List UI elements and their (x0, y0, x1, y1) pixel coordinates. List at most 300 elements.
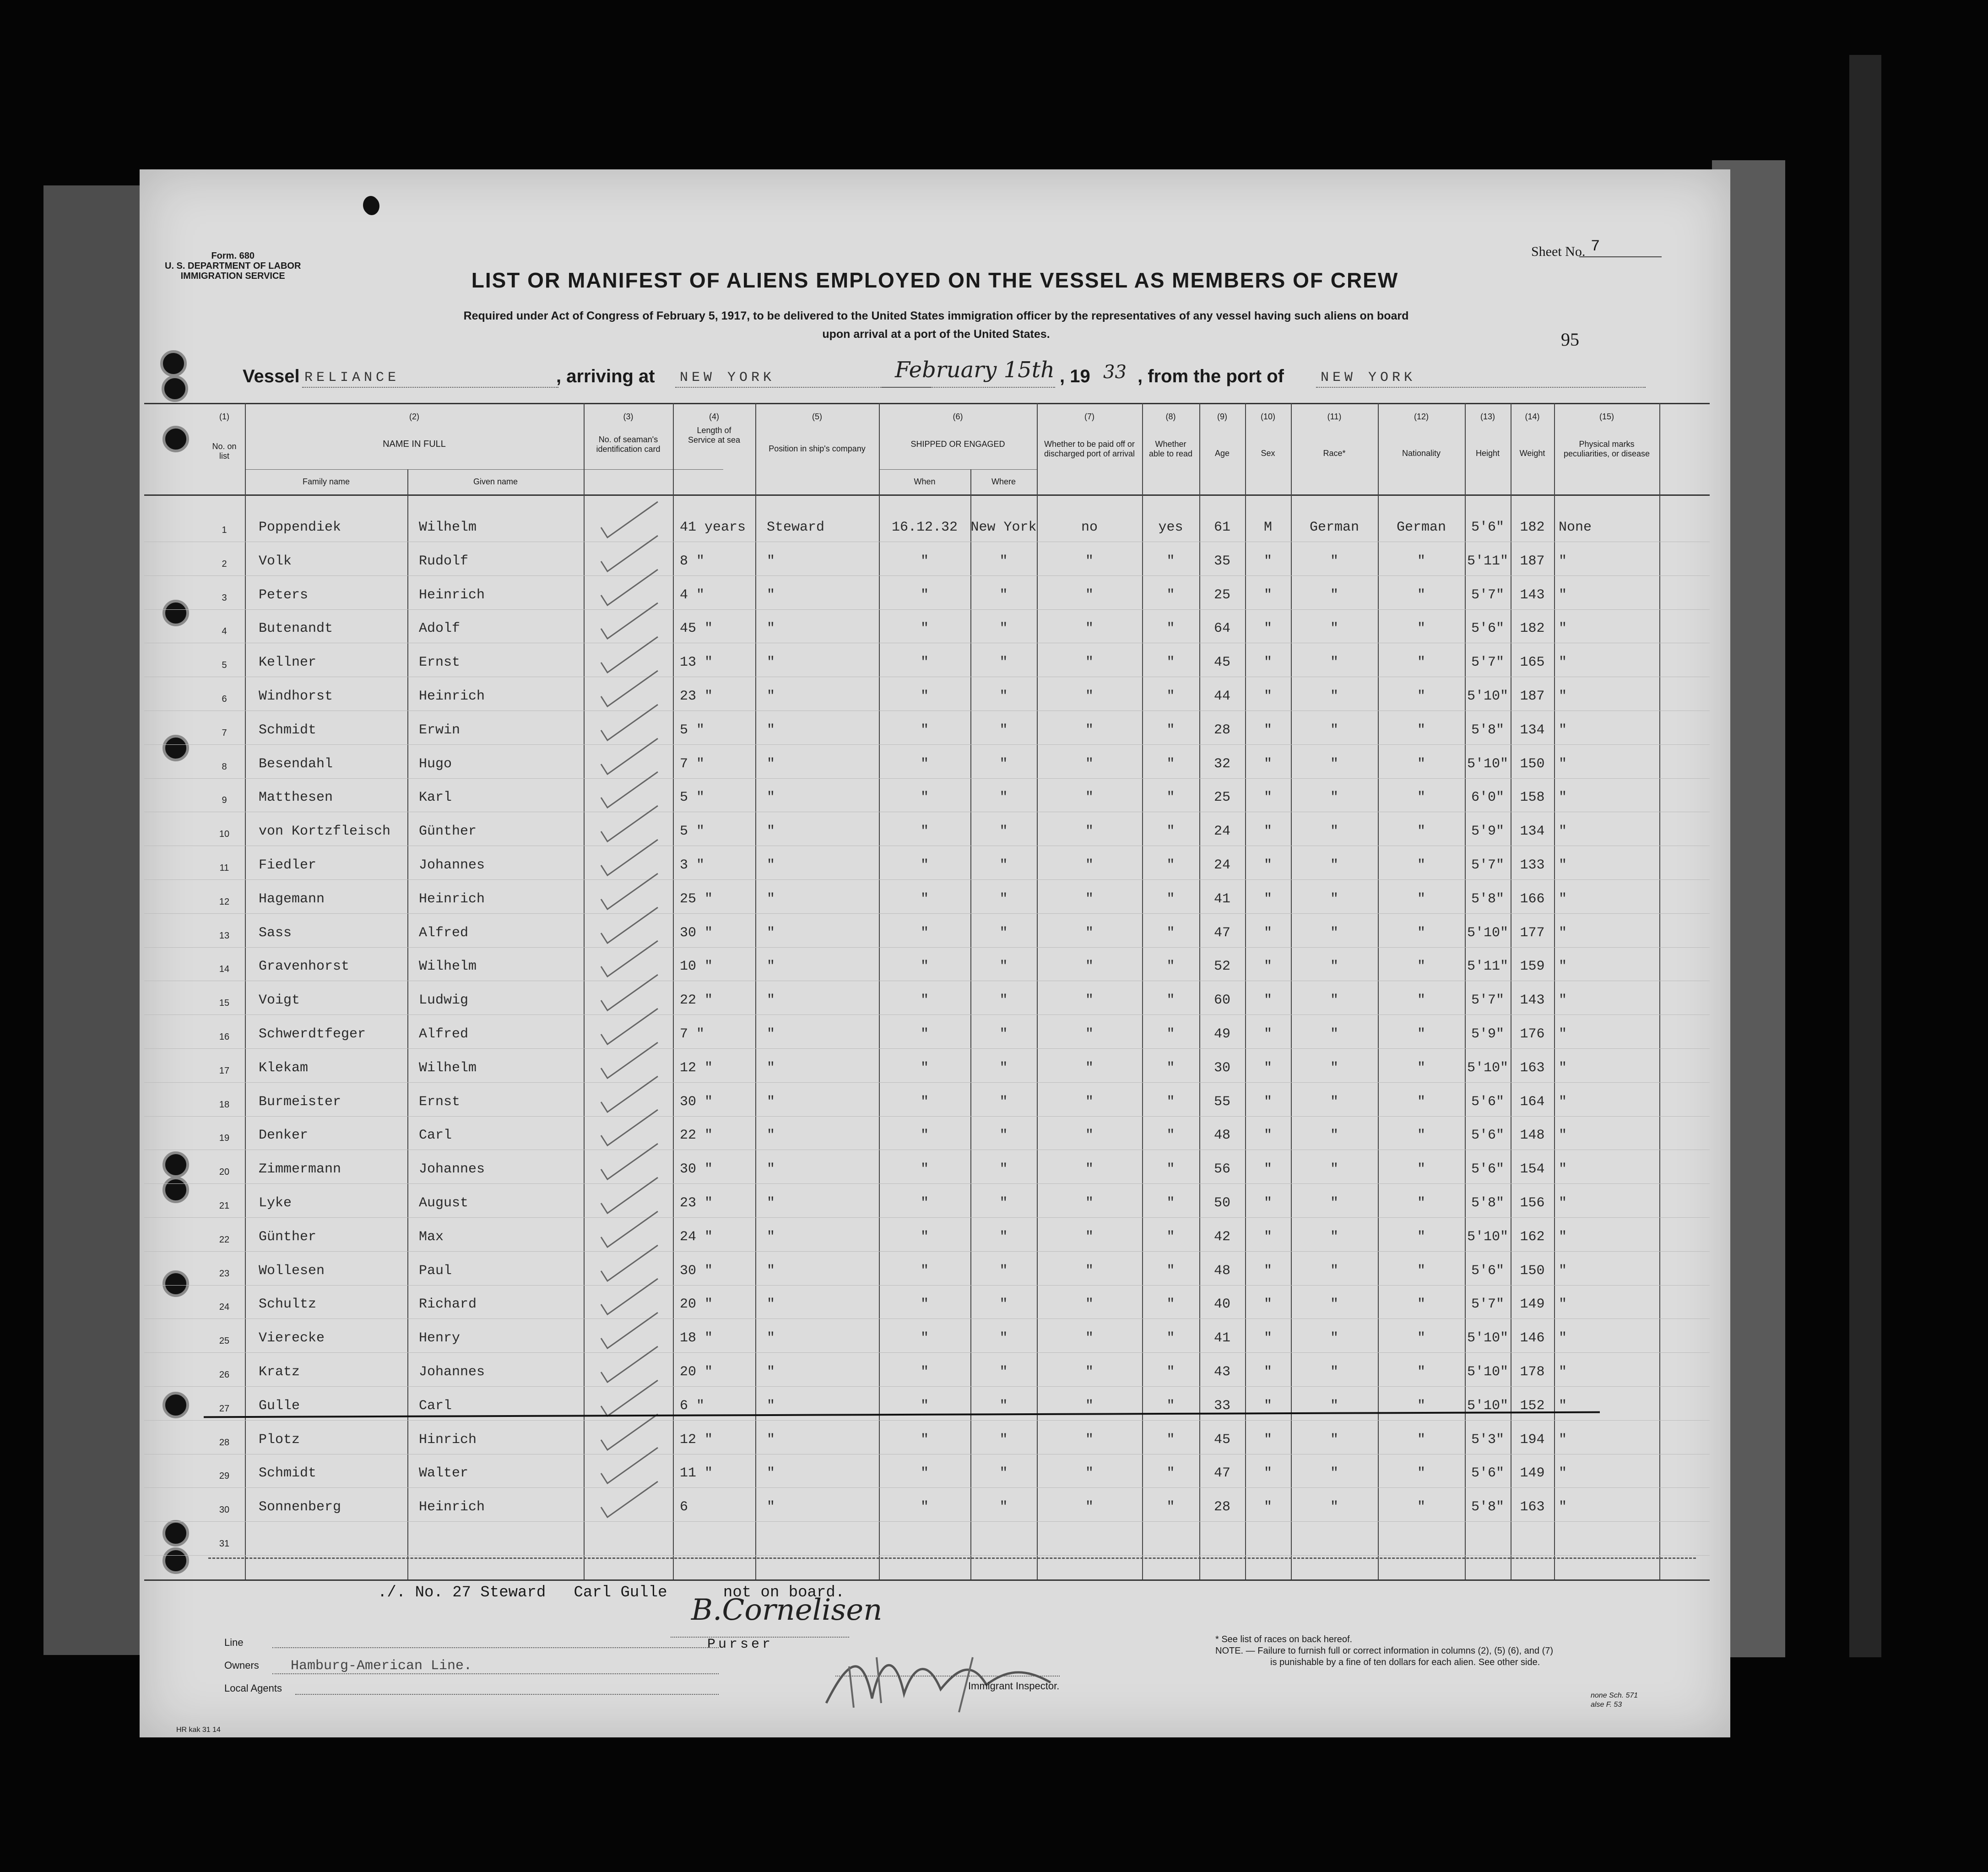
family-name: Schwerdtfeger (259, 1026, 366, 1042)
physical-marks: " (1559, 1128, 1567, 1143)
height: 5'11" (1467, 553, 1508, 569)
shipped-when: " (920, 857, 929, 873)
shipped-where: " (999, 891, 1008, 907)
nationality: " (1417, 689, 1425, 704)
row-number: 18 (219, 1100, 230, 1110)
length-of-service: 23 " (680, 689, 713, 704)
height: 5'7" (1471, 1297, 1504, 1312)
weight: 162 (1520, 1229, 1545, 1245)
binder-hole (162, 375, 188, 402)
nationality: " (1417, 587, 1425, 603)
weight: 187 (1520, 553, 1545, 569)
age: 24 (1213, 824, 1230, 839)
height: 5'8" (1471, 891, 1504, 907)
sex: " (1263, 756, 1272, 772)
height: 5'10" (1467, 1364, 1508, 1380)
shipped-where: " (999, 1398, 1008, 1414)
given-name: Ernst (419, 1094, 460, 1110)
row-number: 11 (219, 863, 229, 873)
physical-marks: " (1559, 1330, 1567, 1346)
nationality: " (1417, 1060, 1425, 1076)
sex: " (1263, 1398, 1272, 1414)
given-name: Johannes (419, 1161, 485, 1177)
purser-label: Purser (707, 1637, 774, 1652)
local-agents-field (295, 1694, 719, 1695)
weight: 143 (1520, 993, 1545, 1008)
weight: 134 (1520, 722, 1545, 738)
height: 5'10" (1467, 1330, 1508, 1346)
crew-row (140, 587, 1730, 620)
row-number: 17 (219, 1066, 230, 1076)
crew-row (140, 857, 1730, 890)
sex: " (1263, 587, 1272, 603)
height: 5'7" (1471, 587, 1504, 603)
weight: 133 (1520, 857, 1545, 873)
paid-off: " (1085, 655, 1094, 670)
given-name: August (419, 1195, 469, 1211)
sex: " (1263, 689, 1272, 704)
nationality: " (1417, 1161, 1425, 1177)
shipped-when: " (920, 722, 929, 738)
department: U. S. DEPARTMENT OF LABOR (165, 261, 301, 271)
sex: " (1263, 722, 1272, 738)
sex: " (1263, 925, 1272, 941)
weight: 149 (1520, 1465, 1545, 1481)
fine-note: NOTE. — Failure to furnish full or correct information in columns (2), (5) (6), and (7) (1215, 1646, 1554, 1656)
race: " (1330, 1297, 1338, 1312)
paid-off: " (1085, 621, 1094, 636)
shipped-when: " (920, 1297, 929, 1312)
col-family-name: Family name (302, 477, 350, 486)
col-race: Race* (1323, 449, 1346, 458)
given-name: Alfred (419, 1026, 469, 1042)
row-number: 7 (222, 728, 227, 738)
row-number: 29 (219, 1471, 230, 1481)
length-of-service: 12 " (680, 1432, 713, 1448)
shipped-when: " (920, 689, 929, 704)
row-number: 25 (219, 1336, 230, 1346)
sex: " (1263, 790, 1272, 805)
age: 42 (1213, 1229, 1230, 1245)
family-name: Günther (259, 1229, 317, 1245)
shipped-where: " (999, 1465, 1008, 1481)
age: 48 (1213, 1128, 1230, 1143)
family-name: Butenandt (259, 621, 333, 636)
row-number: 20 (219, 1167, 230, 1177)
shipped-where: " (999, 959, 1008, 974)
age: 45 (1213, 1432, 1230, 1448)
weight: 182 (1520, 520, 1545, 535)
age: 32 (1213, 756, 1230, 772)
paid-off: " (1085, 857, 1094, 873)
given-name: Johannes (419, 857, 485, 873)
age: 40 (1213, 1297, 1230, 1312)
race: " (1330, 1398, 1338, 1414)
row-number: 22 (219, 1235, 230, 1245)
family-name: Matthesen (259, 790, 333, 805)
shipped-where: " (999, 993, 1008, 1008)
given-name: Adolf (419, 621, 460, 636)
shipped-where: " (999, 1229, 1008, 1245)
physical-marks: " (1559, 790, 1567, 805)
race: " (1330, 1263, 1338, 1279)
weight: 182 (1520, 621, 1545, 636)
physical-marks: " (1559, 1297, 1567, 1312)
shipped-when: " (920, 1263, 929, 1279)
paid-off: " (1085, 1364, 1094, 1380)
family-name: Vierecke (259, 1330, 325, 1346)
sex: " (1263, 655, 1272, 670)
age: 55 (1213, 1094, 1230, 1110)
given-name: Carl (419, 1128, 452, 1143)
weight: 164 (1520, 1094, 1545, 1110)
paid-off: " (1085, 1398, 1094, 1414)
shipped-when: " (920, 756, 929, 772)
col1-number: (1) (219, 412, 229, 421)
shipped-when: " (920, 824, 929, 839)
height: 5'6" (1471, 1161, 1504, 1177)
sex: " (1263, 891, 1272, 907)
row-number: 19 (219, 1133, 230, 1143)
sex: " (1263, 1465, 1272, 1481)
weight: 187 (1520, 689, 1545, 704)
physical-marks: " (1559, 1060, 1567, 1076)
crew-row (140, 1432, 1730, 1465)
given-name: Paul (419, 1263, 452, 1279)
sex: " (1263, 1094, 1272, 1110)
vessel-name-line (302, 387, 558, 388)
year-prefix: , 19 (1060, 366, 1090, 386)
able-to-read: " (1166, 1364, 1175, 1380)
position: " (767, 857, 775, 873)
position: " (767, 790, 775, 805)
name-subheader-rule (245, 469, 723, 470)
row-number: 2 (222, 559, 227, 569)
nationality: " (1417, 1128, 1425, 1143)
shipped-where: " (999, 1195, 1008, 1211)
shipped-when: " (920, 587, 929, 603)
length-of-service: 30 " (680, 1094, 713, 1110)
position: " (767, 553, 775, 569)
col-shipped-or-engaged: SHIPPED OR ENGAGED (910, 440, 1005, 449)
able-to-read: " (1166, 1465, 1175, 1481)
family-name: Burmeister (259, 1094, 341, 1110)
length-of-service: 5 " (680, 722, 705, 738)
nationality: " (1417, 925, 1425, 941)
age: 60 (1213, 993, 1230, 1008)
sheet-number: 7 (1591, 238, 1600, 255)
race: " (1330, 1330, 1338, 1346)
family-name: Besendahl (259, 756, 333, 772)
shipped-where: " (999, 824, 1008, 839)
shipped-where: " (999, 1432, 1008, 1448)
race: " (1330, 1465, 1338, 1481)
shipped-where: " (999, 1161, 1008, 1177)
crew-row (140, 790, 1730, 823)
row-number: 31 (219, 1539, 230, 1549)
family-name: Plotz (259, 1432, 300, 1448)
crew-row (140, 1263, 1730, 1296)
physical-marks: " (1559, 1364, 1567, 1380)
age: 52 (1213, 959, 1230, 974)
race: " (1330, 824, 1338, 839)
given-name: Carl (419, 1398, 452, 1414)
family-name: Denker (259, 1128, 309, 1143)
position: " (767, 1128, 775, 1143)
id-card-check-mark (597, 1479, 661, 1520)
race: " (1330, 756, 1338, 772)
shipped-where: " (999, 722, 1008, 738)
race: " (1330, 553, 1338, 569)
length-of-service: 41 years (680, 520, 746, 535)
given-name: Wilhelm (419, 520, 477, 535)
weight: 159 (1520, 959, 1545, 974)
able-to-read: " (1166, 1195, 1175, 1211)
nationality: " (1417, 1263, 1425, 1279)
col-nationality: Nationality (1402, 449, 1441, 458)
weight: 143 (1520, 587, 1545, 603)
crew-row (140, 689, 1730, 722)
height: 5'10" (1467, 925, 1508, 941)
physical-marks: " (1559, 1229, 1567, 1245)
given-name: Wilhelm (419, 1060, 477, 1076)
length-of-service: 7 " (680, 756, 705, 772)
height: 5'9" (1471, 1026, 1504, 1042)
height: 5'10" (1467, 1229, 1508, 1245)
nationality: " (1417, 1432, 1425, 1448)
inspector-signature-scribble (822, 1639, 1060, 1717)
row-number: 14 (219, 964, 230, 974)
height: 5'7" (1471, 993, 1504, 1008)
nationality: " (1417, 1499, 1425, 1515)
family-name: Volk (259, 553, 292, 569)
given-name: Max (419, 1229, 444, 1245)
shipped-where: " (999, 790, 1008, 805)
row-number: 12 (219, 897, 230, 907)
height: 5'7" (1471, 857, 1504, 873)
row-number: 30 (219, 1505, 230, 1515)
paid-off: " (1085, 824, 1094, 839)
row-number: 8 (222, 762, 227, 772)
position: " (767, 1398, 775, 1414)
shipped-where: " (999, 1060, 1008, 1076)
shipped-when: " (920, 1432, 929, 1448)
age: 25 (1213, 790, 1230, 805)
service: IMMIGRATION SERVICE (180, 271, 285, 281)
shipped-where: " (999, 1297, 1008, 1312)
weight: 165 (1520, 655, 1545, 670)
shipped-when: " (920, 1195, 929, 1211)
able-to-read: " (1166, 891, 1175, 907)
given-name: Johannes (419, 1364, 485, 1380)
shipped-when: " (920, 1161, 929, 1177)
bottom-reference-2: alse F. 53 (1591, 1701, 1622, 1709)
nationality: " (1417, 1465, 1425, 1481)
subtitle-line-1: Required under Act of Congress of February 5, 1917, to be delivered to the United States immigration officer by the representatives of any vessel having such aliens on board (463, 309, 1409, 322)
position: " (767, 1195, 775, 1211)
age: 64 (1213, 621, 1230, 636)
form-title: LIST OR MANIFEST OF ALIENS EMPLOYED ON THE VESSEL AS MEMBERS OF CREW (471, 268, 1399, 292)
nationality: " (1417, 1297, 1425, 1312)
shipped-where: " (999, 655, 1008, 670)
col-no-on-list: No. on list (212, 442, 237, 461)
able-to-read: " (1166, 722, 1175, 738)
able-to-read: " (1166, 1263, 1175, 1279)
crew-row (140, 520, 1730, 553)
family-name: Lyke (259, 1195, 292, 1211)
able-to-read: " (1166, 553, 1175, 569)
family-name: Poppendiek (259, 520, 341, 535)
physical-marks: None (1559, 520, 1592, 535)
sheet-number-label: Sheet No. (1531, 244, 1586, 259)
shipped-when: " (920, 790, 929, 805)
races-note: * See list of races on back hereof. (1215, 1634, 1353, 1644)
physical-marks: " (1559, 1499, 1567, 1515)
shipped-when: 16.12.32 (891, 520, 958, 535)
position: " (767, 959, 775, 974)
nationality: " (1417, 1229, 1425, 1245)
age: 50 (1213, 1195, 1230, 1211)
nationality: " (1417, 621, 1425, 636)
length-of-service: 23 " (680, 1195, 713, 1211)
age: 24 (1213, 857, 1230, 873)
paid-off: " (1085, 1128, 1094, 1143)
inspector-label: Immigrant Inspector. (968, 1680, 1060, 1692)
col7-number: (7) (1084, 412, 1094, 421)
height: 5'8" (1471, 722, 1504, 738)
age: 28 (1213, 1499, 1230, 1515)
shipped-where: " (999, 1263, 1008, 1279)
given-name: Walter (419, 1465, 469, 1481)
sex: " (1263, 1229, 1272, 1245)
position: " (767, 993, 775, 1008)
subtitle-line-2: upon arrival at a port of the United States. (822, 328, 1050, 341)
given-name: Heinrich (419, 1499, 485, 1515)
nationality: " (1417, 790, 1425, 805)
position: " (767, 891, 775, 907)
physical-marks: " (1559, 1398, 1567, 1414)
position: " (767, 756, 775, 772)
length-of-service: 5 " (680, 790, 705, 805)
sex: " (1263, 1297, 1272, 1312)
sex: M (1263, 520, 1272, 535)
scanner-backing-strip (1849, 55, 1881, 1657)
paid-off: " (1085, 587, 1094, 603)
position: " (767, 1297, 775, 1312)
paid-off: " (1085, 756, 1094, 772)
given-name: Henry (419, 1330, 460, 1346)
able-to-read: " (1166, 1060, 1175, 1076)
col-physical-marks: Physical marks peculiarities, or disease (1563, 440, 1650, 458)
row-number: 27 (219, 1404, 230, 1414)
age: 49 (1213, 1026, 1230, 1042)
family-name: Schmidt (259, 1465, 317, 1481)
row-number: 16 (219, 1032, 230, 1042)
age: 56 (1213, 1161, 1230, 1177)
row-number: 23 (219, 1269, 230, 1279)
nationality: " (1417, 959, 1425, 974)
row-number: 28 (219, 1438, 230, 1448)
shipped-when: " (920, 1398, 929, 1414)
col-position: Position in ship's company (769, 444, 866, 453)
weight: 163 (1520, 1060, 1545, 1076)
able-to-read: " (1166, 1026, 1175, 1042)
length-of-service: 6 (680, 1499, 688, 1515)
row-number: 24 (219, 1302, 230, 1312)
given-name: Heinrich (419, 689, 485, 704)
vessel-name: RELIANCE (304, 370, 400, 385)
nationality: " (1417, 1330, 1425, 1346)
physical-marks: " (1559, 587, 1567, 603)
race: " (1330, 959, 1338, 974)
weight: 134 (1520, 824, 1545, 839)
position: " (767, 1330, 775, 1346)
race: " (1330, 790, 1338, 805)
shipped-when: " (920, 1364, 929, 1380)
physical-marks: " (1559, 1094, 1567, 1110)
age: 25 (1213, 587, 1230, 603)
from-port-label: , from the port of (1138, 366, 1284, 386)
nationality: " (1417, 756, 1425, 772)
sex: " (1263, 1128, 1272, 1143)
race: " (1330, 587, 1338, 603)
position: " (767, 587, 775, 603)
given-name: Alfred (419, 925, 469, 941)
nationality: " (1417, 824, 1425, 839)
nationality: " (1417, 1364, 1425, 1380)
physical-marks: " (1559, 993, 1567, 1008)
shipped-where: New York (970, 520, 1037, 535)
crew-row (140, 1297, 1730, 1329)
arrival-date-line (881, 387, 1055, 388)
shipped-where: " (999, 689, 1008, 704)
col15-number: (15) (1599, 412, 1614, 421)
given-name: Hugo (419, 756, 452, 772)
weight: 152 (1520, 1398, 1545, 1414)
col3-number: (3) (623, 412, 634, 421)
race: " (1330, 1161, 1338, 1177)
inspector-signature-line (835, 1676, 1060, 1677)
arriving-port: NEW YORK (680, 370, 775, 385)
paid-off: " (1085, 925, 1094, 941)
position: " (767, 655, 775, 670)
paid-off: no (1081, 520, 1098, 535)
height: 5'8" (1471, 1499, 1504, 1515)
col9-number: (9) (1217, 412, 1227, 421)
height: 5'10" (1467, 756, 1508, 772)
physical-marks: " (1559, 1026, 1567, 1042)
shipped-when: " (920, 1128, 929, 1143)
col11-number: (11) (1327, 412, 1342, 421)
nationality: " (1417, 1094, 1425, 1110)
length-of-service: 12 " (680, 1060, 713, 1076)
physical-marks: " (1559, 655, 1567, 670)
physical-marks: " (1559, 553, 1567, 569)
physical-marks: " (1559, 959, 1567, 974)
able-to-read: " (1166, 857, 1175, 873)
paid-off: " (1085, 722, 1094, 738)
physical-marks: " (1559, 1465, 1567, 1481)
crew-row (140, 1533, 1730, 1566)
length-of-service: 45 " (680, 621, 713, 636)
nationality: German (1396, 520, 1446, 535)
paid-off: " (1085, 689, 1094, 704)
age: 30 (1213, 1060, 1230, 1076)
race: " (1330, 1432, 1338, 1448)
paid-off: " (1085, 1094, 1094, 1110)
physical-marks: " (1559, 857, 1567, 873)
family-name: Wollesen (259, 1263, 325, 1279)
